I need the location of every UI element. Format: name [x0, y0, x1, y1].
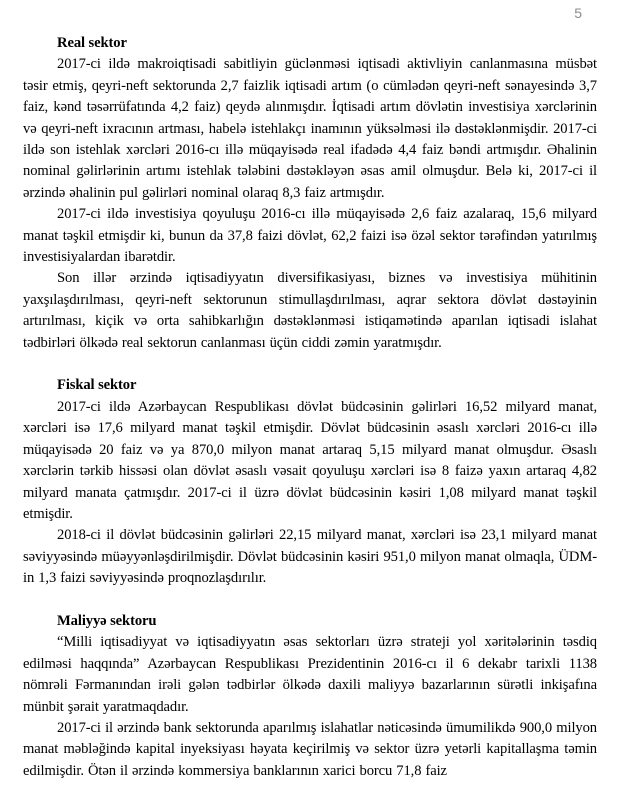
section-heading-real-sektor: Real sektor [57, 35, 127, 51]
section-fiskal-sektor [23, 375, 597, 589]
paragraph: 2017-ci ildə Azərbaycan Respublikası dövlət büdcəsinin gəlirləri 16,52 milyard manat, xərcləri isə 17,6 milyard manat təşkil etmişdir. Dövlət büdcəsinin əsaslı xərcləri 2016-cı illə müqayisədə 20 faiz və ya 870,0 milyon manat artaraq 5,15 milyard manat olmuşdur. Əsaslı xərclərin tərkib hissəsi olan dövlət əsaslı vəsait qoyuluşu xərcləri isə 8 faizə yaxın artaraq 4,82 milyard manata çatmışdır. 2017-ci il üzrə dövlət büdcəsinin kəsiri 1,08 milyard manat təşkil etmişdir. [23, 398, 597, 522]
section-real-sektor [23, 33, 597, 354]
section-heading-maliyye-sektoru: Maliyyə sektoru [57, 612, 157, 629]
section-heading-fiskal-sektor: Fiskal sektor [57, 377, 137, 394]
paragraph: 2017-ci ildə makroiqtisadi sabitliyin güclənməsi iqtisadi aktivliyin canlanmasına müsbət təsir etmiş, qeyri-neft sektorunda 2,7 faizlik iqtisadi artım (o cümlədən qeyri-neft sənayesində 3,7 faiz, kənd təsərrüfatında 4,2 faiz) qeydə alınmışdır. İqtisadi artım dövlətin investisiya xərclərinin və qeyri-neft ixracının artması, habelə istehlakçı inamının yüksəlməsi ilə dəstəklənmişdir. 2017-ci ildə son istehlak xərcləri 2016-cı illə müqayisədə real ifadədə 4,4 faiz bəndi artmışdır. Əhalinin nominal gəlirlərinin artımı istehlak tələbini dəstəkləyən əsas amil olmuşdur. Belə ki, 2017-ci il ərzində əhalinin pul gəlirləri nominal olaraq 8,3 faiz artmışdır. [23, 56, 597, 201]
paragraph: 2018-ci il dövlət büdcəsinin gəlirləri 22,15 milyard manat, xərcləri isə 23,1 milyard manat səviyyəsində müəyyənləşdirilmişdir. Dövlət büdcəsinin kəsiri 951,0 milyon manat olmaqla, ÜDM-in 1,3 faizi səviyyəsində proqnozlaşdırılır. [23, 527, 597, 587]
paragraph: 2017-ci il ərzində bank sektorunda aparılmış islahatlar nəticəsində ümumilikdə 900,0 milyon manat məbləğində kapital inyeksiyası həyata keçirilmiş və sektor üzrə yetərli kapitallaşma təmin edilmişdir. Ötən il ərzində kommersiya banklarının xarici borcu 71,8 faiz [23, 719, 597, 779]
paragraph: 2017-ci ildə investisiya qoyuluşu 2016-cı illə müqayisədə 2,6 faiz azalaraq, 15,6 milyard manat təşkil etmişdir ki, bunun da 37,8 faizi dövlət, 62,2 faizi isə özəl sektor tərəfindən yatırılmış investisiyalardan ibarətdir. [23, 206, 597, 266]
paragraph: Son illər ərzində iqtisadiyyatın diversifikasiyası, biznes və investisiya mühitinin yaxşılaşdırılması, qeyri-neft sektorunun stimullaşdırılması, aqrar sektora dövlət dəstəyinin artırılması, kiçik və orta sahibkarlığın dəstəklənməsi istiqamətində aparılan iqtisadi islahat tədbirləri ölkədə real sektorun canlanması üçün ciddi zəmin yaratmışdır. [23, 270, 597, 351]
paragraph: “Milli iqtisadiyyat və iqtisadiyyatın əsas sektorları üzrə strateji yol xəritələrinin təsdiq edilməsi haqqında” Azərbaycan Respublikası Prezidentinin 2016-cı il 6 dekabr tarixli 1138 nömrəli Fərmanından irəli gələn tədbirlər ölkədə daxili maliyyə bazarlarının sürətli inkişafına münbit şərait yaratmaqdadır. [23, 634, 597, 715]
page-number: 5 [574, 5, 582, 21]
section-maliyye-sektoru [23, 611, 597, 782]
